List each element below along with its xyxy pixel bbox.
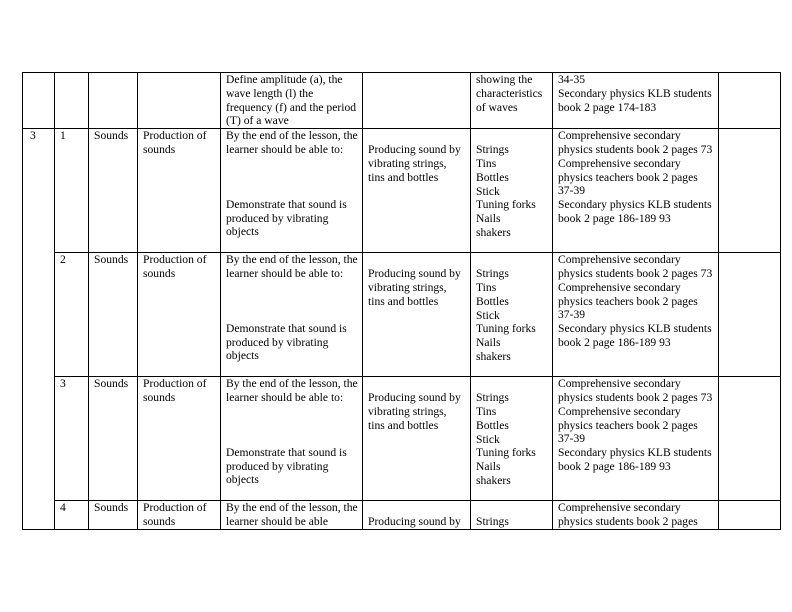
reference-line: Comprehensive secondary physics students book 2 pages 73 [558,377,713,404]
resources-cell [471,501,553,530]
references-cell [553,501,719,530]
resources-cell [471,129,553,253]
remarks-cell [719,73,781,129]
topic-cell: Sounds [89,501,138,530]
objectives-cell [221,253,363,377]
resource-item: Stick [476,184,500,198]
references-cell [553,129,719,253]
activities-text: Producing sound by vibrating strings, tins and bottles [368,267,461,308]
resource-item: shakers [476,225,511,239]
resource-item: Nails [476,460,501,474]
topic-cell [89,73,138,129]
references-cell [553,253,719,377]
resource-item: Nails [476,336,501,350]
subtopic-cell: Production of sounds [138,501,221,530]
resource-item: shakers [476,473,511,487]
lesson-cell: 4 [55,501,89,530]
references-cell [553,377,719,501]
remarks-cell [719,501,781,530]
week-cell: 3 [23,129,55,530]
scheme-of-work-table [22,72,781,530]
objectives-cell [221,377,363,501]
subtopic-cell: Production of sounds [138,129,221,253]
objectives-lead: By the end of the lesson, the learner should be able to: [226,129,358,156]
table-row [23,377,781,501]
resources-cell: showing the characteristics of waves [471,73,553,129]
table-row [23,253,781,377]
week-cell [23,73,55,129]
objectives-text: Demonstrate that sound is produced by vibrating objects [226,445,347,487]
reference-line: Comprehensive secondary physics teachers book 2 pages 37-39 [558,280,698,322]
reference-line: Secondary physics KLB students book 2 page 186-189 93 [558,198,712,225]
activities-cell [363,501,471,530]
reference-line: Secondary physics KLB students book 2 page 174-183 [558,86,712,114]
remarks-cell [719,129,781,253]
reference-line: Comprehensive secondary physics students book 2 pages 73 [558,253,713,280]
topic-cell: Sounds [89,253,138,377]
resources-cell [471,253,553,377]
lesson-cell: 2 [55,253,89,377]
topic-cell: Sounds [89,129,138,253]
resource-item: Tuning forks [476,322,536,336]
activities-text: Producing sound by vibrating strings, tins and bottles [368,391,461,432]
resources-cell [471,377,553,501]
resource-item: Bottles [476,170,509,184]
objectives-lead: By the end of the lesson, the learner should be able to: [226,377,358,404]
activities-text: Producing sound by vibrating strings, tins and bottles [368,143,461,184]
resource-item: Stick [476,308,500,322]
resource-item: Bottles [476,418,509,432]
reference-line: Comprehensive secondary physics students book 2 pages [558,501,698,528]
reference-line: Secondary physics KLB students book 2 page 186-189 93 [558,446,712,473]
activities-cell [363,73,471,129]
resource-item: Bottles [476,294,509,308]
activities-cell [363,129,471,253]
objectives-lead: By the end of the lesson, the learner should be able to: [226,253,358,280]
resource-item: Stick [476,432,500,446]
table-row [23,501,781,530]
remarks-cell [719,377,781,501]
objectives-cell [221,501,363,530]
lesson-cell [55,73,89,129]
subtopic-cell: Production of sounds [138,253,221,377]
resource-item: Tins [476,156,497,170]
resource-item: Strings [476,143,509,157]
subtopic-cell: Production of sounds [138,377,221,501]
resource-item: Strings [476,515,509,529]
reference-line: Secondary physics KLB students book 2 page 186-189 93 [558,322,712,349]
resource-item: Tuning forks [476,446,536,460]
reference-line: Comprehensive secondary physics teachers book 2 pages 37-39 [558,404,698,446]
activities-cell [363,253,471,377]
table-row [23,73,781,129]
objectives-cell [221,129,363,253]
objectives-cell [221,73,363,129]
table-row [23,129,781,253]
references-cell [553,73,719,129]
resource-item: Nails [476,212,501,226]
reference-line: 34-35 [558,73,586,86]
topic-cell: Sounds [89,377,138,501]
activities-cell [363,377,471,501]
resource-item: Tuning forks [476,198,536,212]
resource-item: Strings [476,267,509,281]
activities-text: Producing sound by [368,515,461,529]
objectives-text: Demonstrate that sound is produced by vibrating objects [226,321,347,363]
remarks-cell [719,253,781,377]
subtopic-cell [138,73,221,129]
resource-item: shakers [476,349,511,363]
reference-line: Comprehensive secondary physics teachers book 2 pages 37-39 [558,156,698,198]
objectives-text: Define amplitude (a), the wave length (l) the frequency (f) and the period (T) of a wave [226,73,357,128]
objectives-text: Demonstrate that sound is produced by vibrating objects [226,197,347,239]
lesson-cell: 3 [55,377,89,501]
resource-item: Tins [476,404,497,418]
resource-item: Strings [476,391,509,405]
lesson-cell: 1 [55,129,89,253]
reference-line: Comprehensive secondary physics students book 2 pages 73 [558,129,713,156]
resource-item: Tins [476,280,497,294]
objectives-lead: By the end of the lesson, the learner should be able [226,501,358,528]
